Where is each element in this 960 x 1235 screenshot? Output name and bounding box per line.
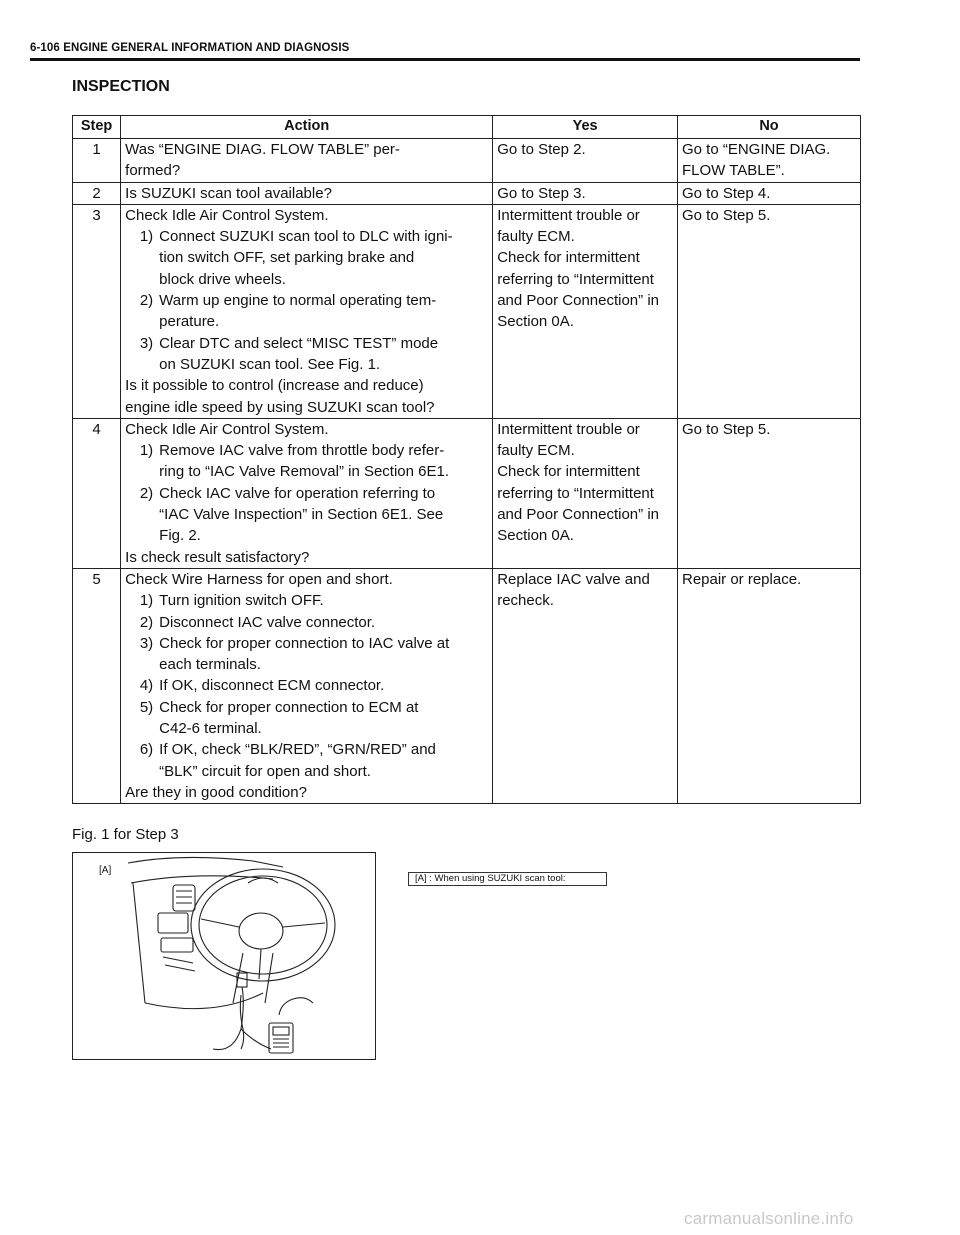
section-title: INSPECTION [72,78,170,95]
substep [125,226,488,290]
header-no: No [677,116,860,139]
step-cell: 1 [73,139,121,183]
substep [125,697,488,740]
yes-cell: Go to Step 2. [493,139,678,183]
substep-text: Connect SUZUKI scan tool to DLC with igni- tion switch OFF, set parking brake and block drive wheels. [159,228,453,288]
substep-number: 5) [139,698,154,716]
substep-text: Check IAC valve for operation referring to “IAC Valve Inspection” in Section 6E1. See Fig. 2. [159,484,444,545]
action-text: Is SUZUKI scan tool available? [125,184,332,202]
step-cell: 4 [73,418,121,568]
substep-text: If OK, check “BLK/RED”, “GRN/RED” and “BLK” circuit for open and short. [159,741,436,780]
no-cell: Repair or replace. [677,568,860,803]
header-yes: Yes [493,116,678,139]
action-question: Are they in good condition? [125,783,307,801]
figure-legend: [A] : When using SUZUKI scan tool: [408,872,607,886]
substep-number: 2) [139,484,154,502]
substep-text: If OK, disconnect ECM connector. [159,677,385,695]
substep [125,590,488,611]
no-cell: Go to Step 5. [677,204,860,418]
step-cell: 3 [73,204,121,418]
step-cell: 2 [73,182,121,204]
substep [125,612,488,633]
substep-number: 2) [139,292,154,310]
inspection-table [72,115,861,804]
substep [125,440,488,483]
table-row [73,568,861,803]
table-header-row [73,116,861,139]
yes-cell: Go to Step 3. [493,182,678,204]
action-cell [121,204,493,418]
substep-number: 1) [139,442,154,460]
action-question: Is check result satisfactory? [125,548,310,566]
yes-cell: Intermittent trouble or faulty ECM. Check for intermittent referring to “Intermittent and Poor Connection” in Section 0A. [493,418,678,568]
yes-cell: Intermittent trouble or faulty ECM. Check for intermittent referring to “Intermittent and Poor Connection” in Section 0A. [493,204,678,418]
substep-text: Check for proper connection to ECM at C42-6 terminal. [159,698,419,738]
yes-cell: Replace IAC valve and recheck. [493,568,678,803]
no-cell: Go to “ENGINE DIAG. FLOW TABLE”. [677,139,860,183]
figure-caption: Fig. 1 for Step 3 [72,826,179,843]
substep-number: 1) [139,228,154,246]
action-text: Was “ENGINE DIAG. FLOW TABLE” per- formed? [125,141,400,180]
action-text: Check Wire Harness for open and short. [125,570,393,588]
table-row [73,204,861,418]
substep [125,333,488,376]
table-body [73,139,861,804]
action-cell [121,139,493,183]
substep-text: Check for proper connection to IAC valve at each terminals. [159,634,450,674]
figure-label: [A] [99,865,112,876]
substep-number: 2) [139,613,154,631]
table-row [73,418,861,568]
action-text: Check Idle Air Control System. [125,420,329,438]
header-rule [30,58,860,61]
substep-number: 1) [139,592,154,610]
table-row [73,182,861,204]
substep-number: 6) [139,741,154,759]
no-cell: Go to Step 5. [677,418,860,568]
substep-text: Remove IAC valve from throttle body refer- ring to “IAC Valve Removal” in Section 6E1. [159,442,450,481]
substep-text: Warm up engine to normal operating tem- perature. [159,292,437,331]
substep-number: 3) [139,634,154,652]
substep [125,290,488,333]
action-text: Check Idle Air Control System. [125,206,329,224]
substep [125,675,488,696]
substep-text: Clear DTC and select “MISC TEST” mode on SUZUKI scan tool. See Fig. 1. [159,334,439,373]
dashboard-scan-tool-illustration [73,853,375,1059]
page-header: 6-106 ENGINE GENERAL INFORMATION AND DIAGNOSIS [30,42,350,54]
step-cell: 5 [73,568,121,803]
substep [125,633,488,676]
substep [125,483,488,547]
substep-number: 4) [139,677,154,695]
header-action: Action [121,116,493,139]
action-cell [121,182,493,204]
substep [125,739,488,782]
header-step: Step [73,116,121,139]
substep-number: 3) [139,334,154,352]
scan-tool-figure [72,852,376,1060]
watermark: carmanualsonline.info [684,1209,854,1228]
table-row [73,139,861,183]
action-cell [121,418,493,568]
substep-text: Disconnect IAC valve connector. [159,613,376,631]
no-cell: Go to Step 4. [677,182,860,204]
substep-text: Turn ignition switch OFF. [159,592,324,610]
action-cell [121,568,493,803]
action-question: Is it possible to control (increase and reduce) engine idle speed by using SUZUKI scan tool? [125,377,435,416]
